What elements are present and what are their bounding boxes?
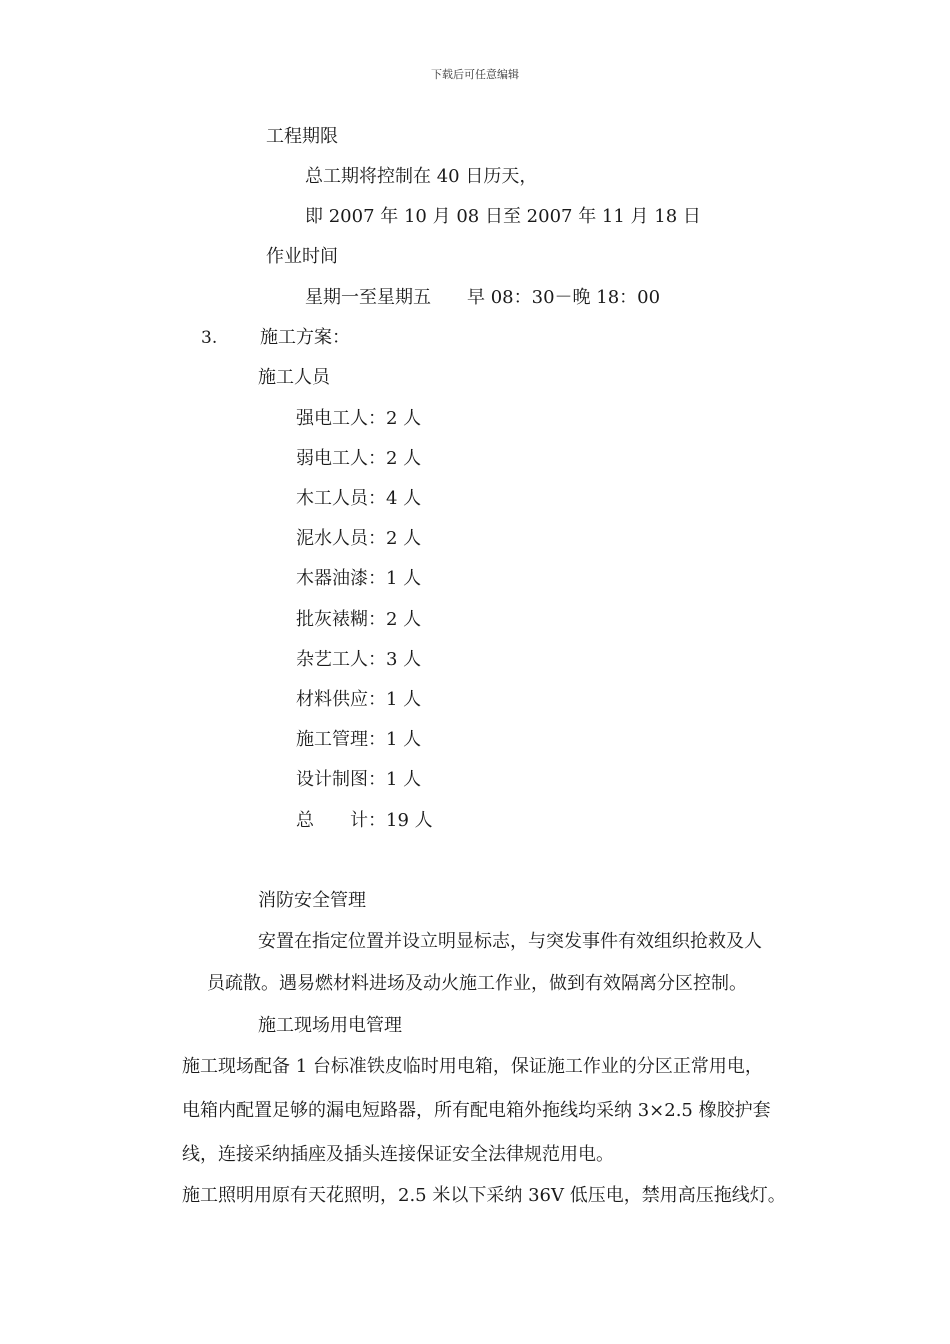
fire-safety-line-2: 员疏散。遇易燃材料进场及动火施工作业，做到有效隔离分区控制。 bbox=[207, 973, 747, 994]
hours-line: 星期一至星期五 早 08：30－晚 18：00 bbox=[305, 287, 661, 308]
staff-item: 批灰裱糊：2 人 bbox=[296, 609, 422, 630]
power-heading: 施工现场用电管理 bbox=[258, 1015, 402, 1036]
power-line-1: 施工现场配备 1 台标准铁皮临时用电箱，保证施工作业的分区正常用电， bbox=[182, 1056, 763, 1077]
staff-item: 杂艺工人：3 人 bbox=[296, 649, 422, 670]
power-line-3: 线，连接采纳插座及插头连接保证安全法律规范用电。 bbox=[182, 1144, 614, 1165]
staff-item: 材料供应：1 人 bbox=[296, 689, 422, 710]
fire-safety-heading: 消防安全管理 bbox=[258, 890, 366, 911]
section-number: 3. bbox=[201, 328, 218, 348]
fire-safety-line-1: 安置在指定位置并设立明显标志，与突发事件有效组织抢救及人 bbox=[258, 931, 762, 952]
plan-heading: 施工方案： bbox=[260, 327, 350, 348]
duration-line-1: 总工期将控制在 40 日历天， bbox=[305, 166, 538, 187]
staff-item: 木器油漆：1 人 bbox=[296, 568, 422, 589]
staff-item: 设计制图：1 人 bbox=[296, 769, 422, 790]
staff-item: 强电工人：2 人 bbox=[296, 408, 422, 429]
staff-item: 木工人员：4 人 bbox=[296, 488, 422, 509]
power-line-2: 电箱内配置足够的漏电短路器，所有配电箱外拖线均采纳 3×2.5 橡胶护套 bbox=[182, 1100, 771, 1121]
hours-heading: 作业时间 bbox=[266, 246, 338, 267]
staff-item: 弱电工人：2 人 bbox=[296, 448, 422, 469]
staff-item: 泥水人员：2 人 bbox=[296, 528, 422, 549]
staff-heading: 施工人员 bbox=[258, 367, 330, 388]
power-line-4: 施工照明用原有天花照明，2.5 米以下采纳 36V 低压电，禁用高压拖线灯。 bbox=[182, 1185, 786, 1206]
header-note: 下载后可任意编辑 bbox=[431, 68, 519, 81]
staff-item: 施工管理：1 人 bbox=[296, 729, 422, 750]
staff-total: 总 计：19 人 bbox=[296, 810, 433, 831]
duration-line-2: 即 2007 年 10 月 08 日至 2007 年 11 月 18 日 bbox=[305, 206, 701, 227]
duration-heading: 工程期限 bbox=[266, 126, 338, 147]
